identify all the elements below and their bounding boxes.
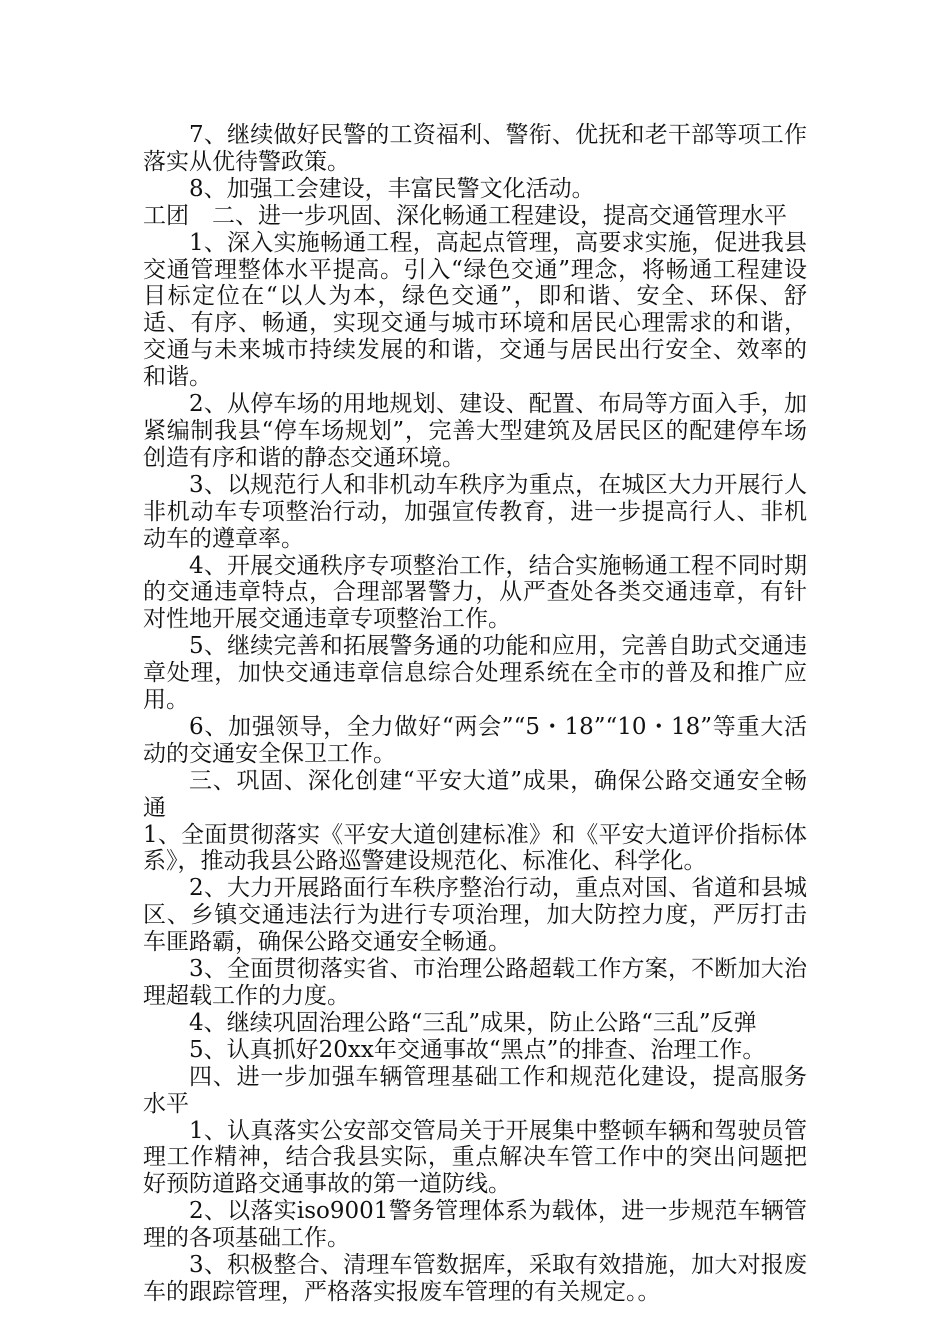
paragraph-4-1: 1、认真落实公安部交管局关于开展集中整顿车辆和驾驶员管理工作精神，结合我县实际，重点解决车管工作中的突出问题把好预防道路交通事故的第一道防线。 — [143, 1117, 807, 1198]
paragraph-4-2: 2、以落实iso9001警务管理体系为载体，进一步规范车辆管理的各项基础工作。 — [143, 1198, 807, 1252]
paragraph-item-8: 8、加强工会建设，丰富民警文化活动。 — [189, 175, 595, 202]
paragraph-3-1: 1、全面贯彻落实《平安大道创建标准》和《平安大道评价指标体系》，推动我县公路巡警建设规范化、标准化、科学化。 — [143, 821, 807, 875]
paragraph-3-5: 5、认真抓好20xx年交通事故“黑点”的排查、治理工作。 — [189, 1036, 766, 1063]
paragraph-3-3: 3、全面贯彻落实省、市治理公路超载工作方案，不断加大治理超载工作的力度。 — [143, 956, 807, 1009]
paragraph-2-3: 3、以规范行人和非机动车秩序为重点，在城区大力开展行人非机动车专项整治行动，加强宣传教育，进一步提高行人、非机动车的遵章率。 — [143, 471, 807, 552]
paragraph-2-6: 6、加强领导，全力做好“两会”“5・18”“10・18”等重大活动的交通安全保卫工作。 — [143, 713, 807, 767]
paragraph-item-7: 7、继续做好民警的工资福利、警衔、优抚和老干部等项工作落实从优待警政策。 — [143, 122, 807, 175]
paragraph-2-4: 4、开展交通秩序专项整治工作，结合实施畅通工程不同时期的交通违章特点，合理部署警力，从严查处各类交通违章，有针对性地开展交通违章专项整治工作。 — [143, 552, 807, 633]
paragraph-2-1: 1、深入实施畅通工程，高起点管理，高要求实施，促进我县交通管理整体水平提高。引入“绿色交通”理念，将畅通工程建设目标定位在“以人为本，绿色交通”，即和谐、安全、环保、舒适、有序、畅通，实现交通与城市环境和居民心理需求的和谐，交通与未来城市持续发展的和谐，交通与居民出行安全、效率的和谐。 — [143, 229, 807, 391]
section-heading-4: 四、进一步加强车辆管理基础工作和规范化建设，提高服务水平 — [143, 1063, 807, 1117]
section-heading-3: 三、巩固、深化创建“平安大道”成果，确保公路交通安全畅通 — [143, 767, 807, 821]
section-heading-2: 工团 二、进一步巩固、深化畅通工程建设，提高交通管理水平 — [143, 202, 787, 229]
paragraph-4-3: 3、积极整合、清理车管数据库，采取有效措施，加大对报废车的跟踪管理，严格落实报废车管理的有关规定。。 — [143, 1252, 807, 1305]
paragraph-3-4: 4、继续巩固治理公路“三乱”成果，防止公路“三乱”反弹 — [189, 1009, 757, 1036]
document-body — [143, 122, 807, 1306]
paragraph-2-2: 2、从停车场的用地规划、建设、配置、布局等方面入手，加紧编制我县“停车场规划”，完善大型建筑及居民区的配建停车场创造有序和谐的静态交通环境。 — [143, 391, 807, 471]
paragraph-3-2: 2、大力开展路面行车秩序整治行动，重点对国、省道和县城区、乡镇交通违法行为进行专项治理，加大防控力度，严厉打击车匪路霸，确保公路交通安全畅通。 — [143, 875, 807, 956]
paragraph-2-5: 5、继续完善和拓展警务通的功能和应用，完善自助式交通违章处理，加快交通违章信息综合处理系统在全市的普及和推广应用。 — [143, 633, 807, 714]
